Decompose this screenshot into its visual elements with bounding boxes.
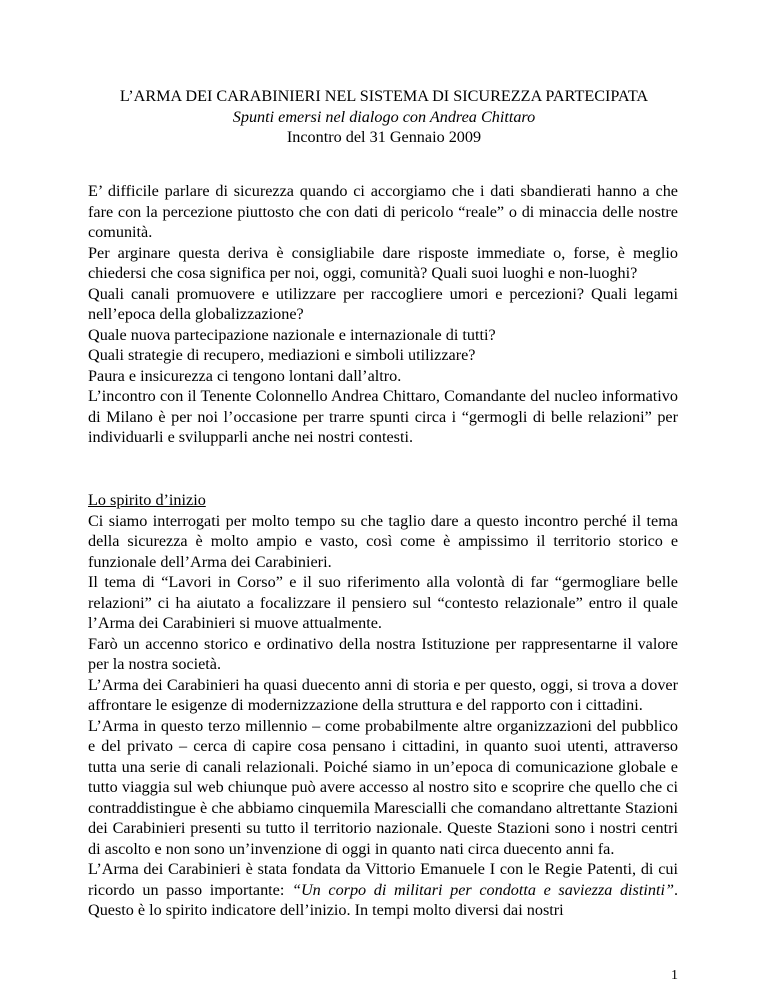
section-paragraph: L’Arma dei Carabinieri ha quasi duecento anni di storia e per questo, oggi, si trova a dover affrontare le esigenze di modernizzazione della struttura e del rapporto con i cittadini. — [88, 675, 678, 714]
paragraph-text: L’Arma dei Carabinieri è stata fondata da Vittorio Emanuele I con le Regie Patenti, di cui ricordo un passo importante: — [88, 860, 678, 899]
section-heading: Lo spirito d’inizio — [88, 491, 206, 509]
section-paragraph: Ci siamo interrogati per molto tempo su che taglio dare a questo incontro perché il tema della sicurezza è molto ampio e vasto, così come è ampissimo il territorio storico e funzionale dell’Arma dei Carabinieri. — [88, 511, 678, 571]
section-paragraph: Farò un accenno storico e ordinativo della nostra Istituzione per rappresentarne il valore per la nostra società. — [88, 634, 678, 673]
intro-section — [88, 181, 678, 448]
intro-paragraph: Paura e insicurezza ci tengono lontani dall’altro. — [88, 366, 402, 385]
section-spirito-inizio — [88, 490, 678, 921]
section-paragraph: Il tema di “Lavori in Corso” e il suo riferimento alla volontà di far “germogliare belle relazioni” ci ha aiutato a focalizzare il pensiero sul “contesto relazionale” entro il quale l’Arma dei Carabinieri si muove attualmente. — [88, 573, 678, 632]
page-number: 1 — [671, 968, 678, 983]
intro-paragraph: Per arginare questa deriva è consigliabile dare risposte immediate o, forse, è meglio chiedersi che cosa significa per noi, oggi, comunità? Quali suoi luoghi e non-luoghi? — [88, 243, 678, 282]
document-header — [0, 86, 768, 148]
section-paragraph: L’Arma in questo terzo millennio – come probabilmente altre organizzazioni del pubblico e del privato – cerca di capire cosa pensano i cittadini, in quanto suoi utenti, attraverso tutta una serie di canali relazionali. Poiché siamo in un’epoca di comunicazione globale e tutto viaggia sul web chiunque può avere accesso al nostro sito e scoprire che quello che ci contraddistingue è che abbiamo cinquemila Marescialli che comandano altrettante Stazioni dei Carabinieri presenti su tutto il territorio nazionale. Queste Stazioni sono i nostri centri di ascolto e non sono un’invenzione di oggi in quanto nati circa duecento anni fa. — [88, 716, 678, 858]
intro-paragraph: L’incontro con il Tenente Colonnello Andrea Chittaro, Comandante del nucleo informativo di Milano è per noi l’occasione per trarre spunti circa i “germogli di belle relazioni” per individuarli e svilupparli anche nei nostri contesti. — [88, 387, 678, 446]
paragraph-text: . Questo è lo spirito indicatore dell’inizio. In tempi molto diversi dai nostri — [88, 880, 678, 919]
intro-paragraph: E’ difficile parlare di sicurezza quando ci accorgiamo che i dati sbandierati hanno a che fare con la percezione piuttosto che con dati di pericolo “reale” o di minaccia delle nostre comunità. — [88, 182, 678, 241]
document-title: L’ARMA DEI CARABINIERI NEL SISTEMA DI SICUREZZA PARTECIPATA — [119, 87, 649, 105]
intro-paragraph: Quale nuova partecipazione nazionale e internazionale di tutti? — [88, 325, 496, 344]
intro-paragraph: Quali canali promuovere e utilizzare per raccogliere umori e percezioni? Quali legami nell’epoca della globalizzazione? — [88, 284, 678, 323]
quoted-motto: “Un corpo di militari per condotta e saviezza distinti” — [291, 880, 674, 899]
section-paragraph — [88, 859, 678, 921]
document-subtitle: Spunti emersi nel dialogo con Andrea Chittaro — [232, 107, 536, 126]
meeting-date: Incontro del 31 Gennaio 2009 — [286, 128, 482, 146]
intro-paragraph: Quali strategie di recupero, mediazioni e simboli utilizzare? — [88, 346, 476, 364]
